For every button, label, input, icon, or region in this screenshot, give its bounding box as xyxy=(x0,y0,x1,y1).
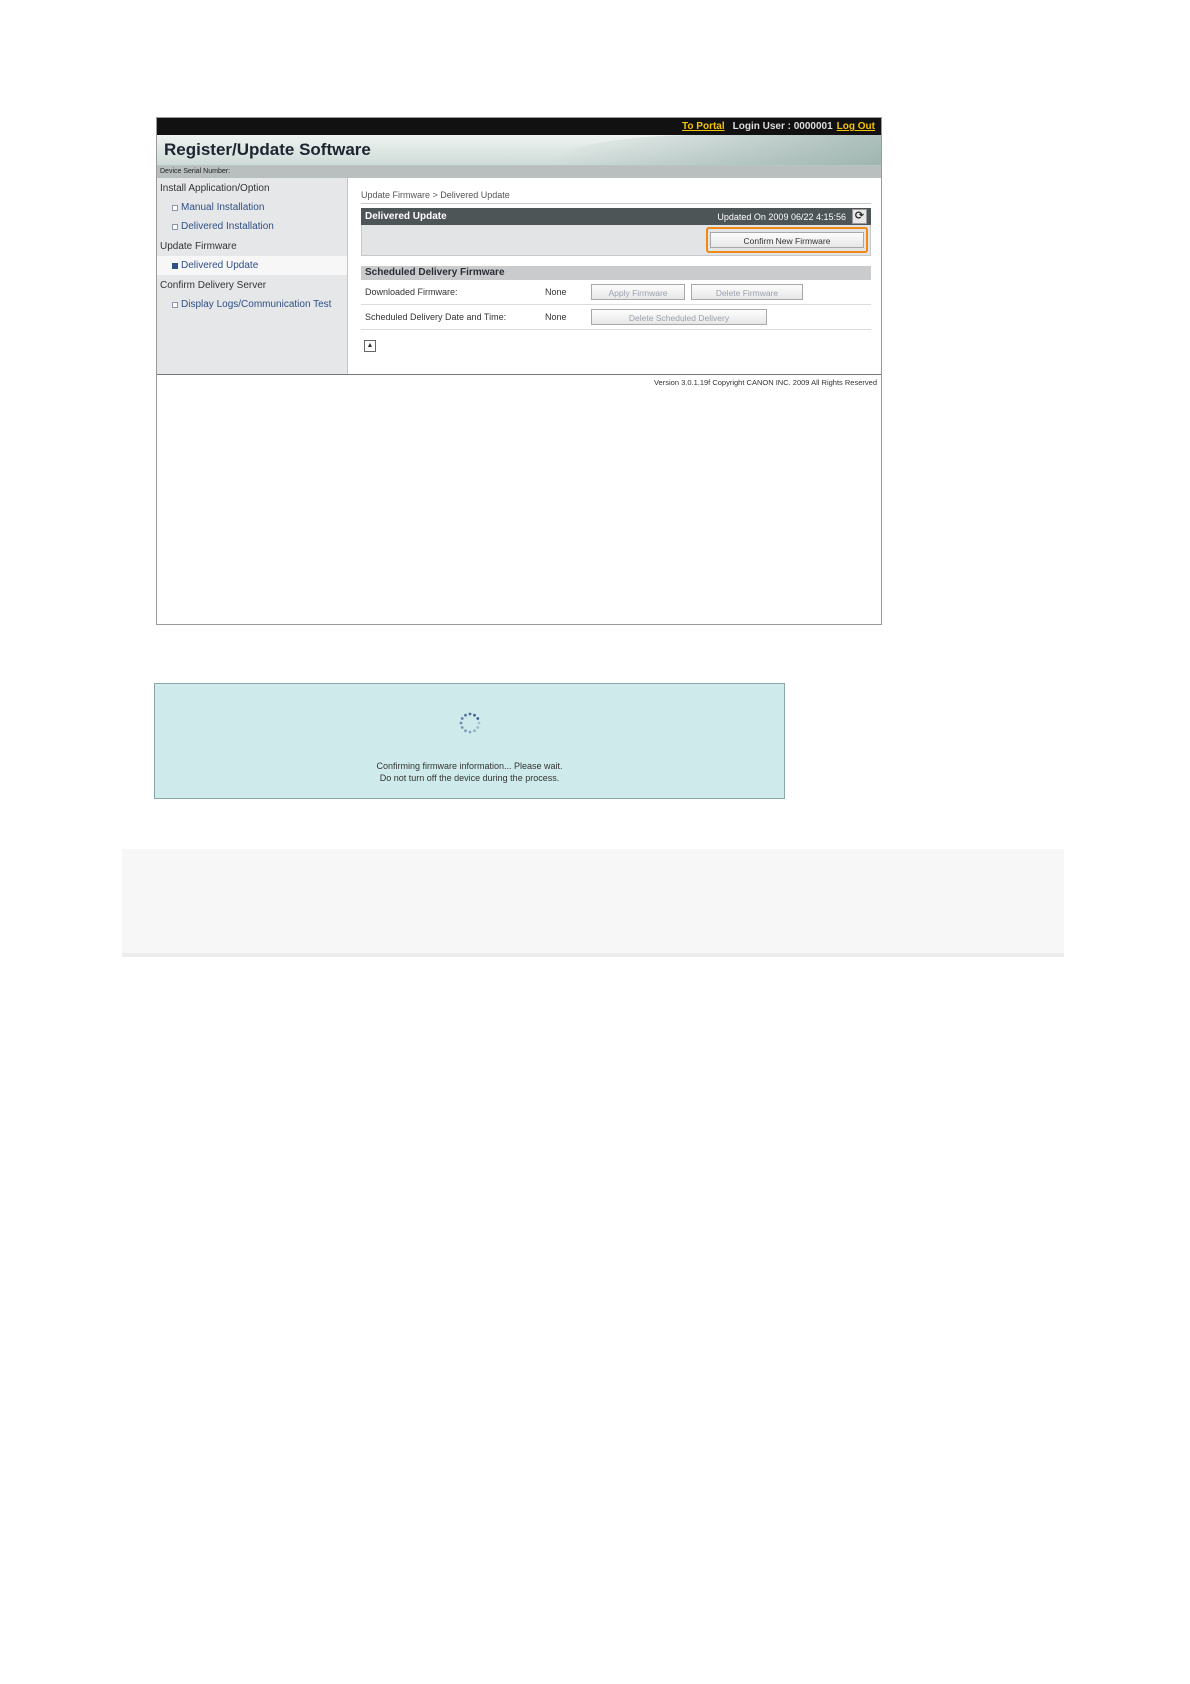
delivered-update-header xyxy=(361,208,871,225)
title-swoosh xyxy=(551,135,881,165)
to-portal-link[interactable]: To Portal xyxy=(682,121,725,132)
refresh-icon[interactable]: ⟳ xyxy=(852,209,867,224)
scheduled-delivery-label: Scheduled Delivery Date and Time: xyxy=(365,312,507,322)
spinner-dot xyxy=(473,714,476,717)
breadcrumb: Update Firmware > Delivered Update xyxy=(361,178,871,204)
updated-on-timestamp: Updated On 2009 06/22 4:15:56 xyxy=(717,211,846,222)
page-top-icon[interactable]: ▲ xyxy=(364,340,376,352)
delivered-update-panel xyxy=(361,225,871,256)
confirm-new-firmware-button[interactable]: Confirm New Firmware xyxy=(710,232,864,248)
spinner-dot xyxy=(473,729,476,732)
spinner-dot xyxy=(469,731,472,734)
sidebar-item-delivered-update[interactable]: Delivered Update xyxy=(157,256,347,275)
sidebar-item-manual-installation[interactable]: Manual Installation xyxy=(157,198,347,217)
top-bar xyxy=(157,118,881,135)
sidebar-section-update-firmware[interactable]: Update Firmware xyxy=(160,241,237,252)
scheduled-delivery-value: None xyxy=(545,312,567,322)
note-band xyxy=(122,849,1064,957)
progress-dialog xyxy=(154,683,785,799)
panel-title: Delivered Update xyxy=(365,211,447,222)
spinner-dot xyxy=(476,717,479,720)
sidebar-item-delivered-installation[interactable]: Delivered Installation xyxy=(157,217,347,236)
progress-message-line1: Confirming firmware information... Please wait. xyxy=(376,761,563,771)
spinner-dot xyxy=(464,714,467,717)
apply-firmware-button[interactable]: Apply Firmware xyxy=(591,284,685,300)
confirm-button-highlight xyxy=(706,227,868,253)
remote-ui-window xyxy=(156,117,882,625)
spinner-dot xyxy=(476,726,479,729)
login-user-label: Login User : 0000001 xyxy=(732,121,833,132)
version-copyright: Version 3.0.1.19f Copyright CANON INC. 2009 All Rights Reserved xyxy=(653,378,877,387)
spinner-dot xyxy=(464,729,467,732)
device-serial-label: Device Serial Number: xyxy=(157,166,881,178)
progress-message-line2: Do not turn off the device during the process. xyxy=(379,773,560,783)
scheduled-delivery-heading: Scheduled Delivery Firmware xyxy=(361,266,871,280)
spinner-dot xyxy=(478,722,481,725)
spinner-dot xyxy=(469,713,472,716)
main-content xyxy=(361,178,871,352)
spinner-dot xyxy=(461,726,464,729)
scheduled-delivery-row xyxy=(361,305,871,330)
downloaded-firmware-label: Downloaded Firmware: xyxy=(365,287,458,297)
sidebar-section-install[interactable]: Install Application/Option xyxy=(160,183,270,194)
sidebar-section-confirm-delivery-server[interactable]: Confirm Delivery Server xyxy=(160,280,267,291)
page-title: Register/Update Software xyxy=(164,140,371,159)
spinner-dot xyxy=(460,722,463,725)
spinner-dot xyxy=(461,717,464,720)
title-bar xyxy=(157,135,881,166)
loading-spinner-icon xyxy=(458,711,482,735)
sidebar xyxy=(157,178,348,374)
delete-scheduled-delivery-button[interactable]: Delete Scheduled Delivery xyxy=(591,309,767,325)
sidebar-item-display-logs[interactable]: Display Logs/Communication Test xyxy=(157,295,347,314)
delete-firmware-button[interactable]: Delete Firmware xyxy=(691,284,803,300)
downloaded-firmware-row xyxy=(361,280,871,305)
footer-divider xyxy=(157,374,881,375)
log-out-link[interactable]: Log Out xyxy=(836,121,875,132)
downloaded-firmware-value: None xyxy=(545,287,567,297)
